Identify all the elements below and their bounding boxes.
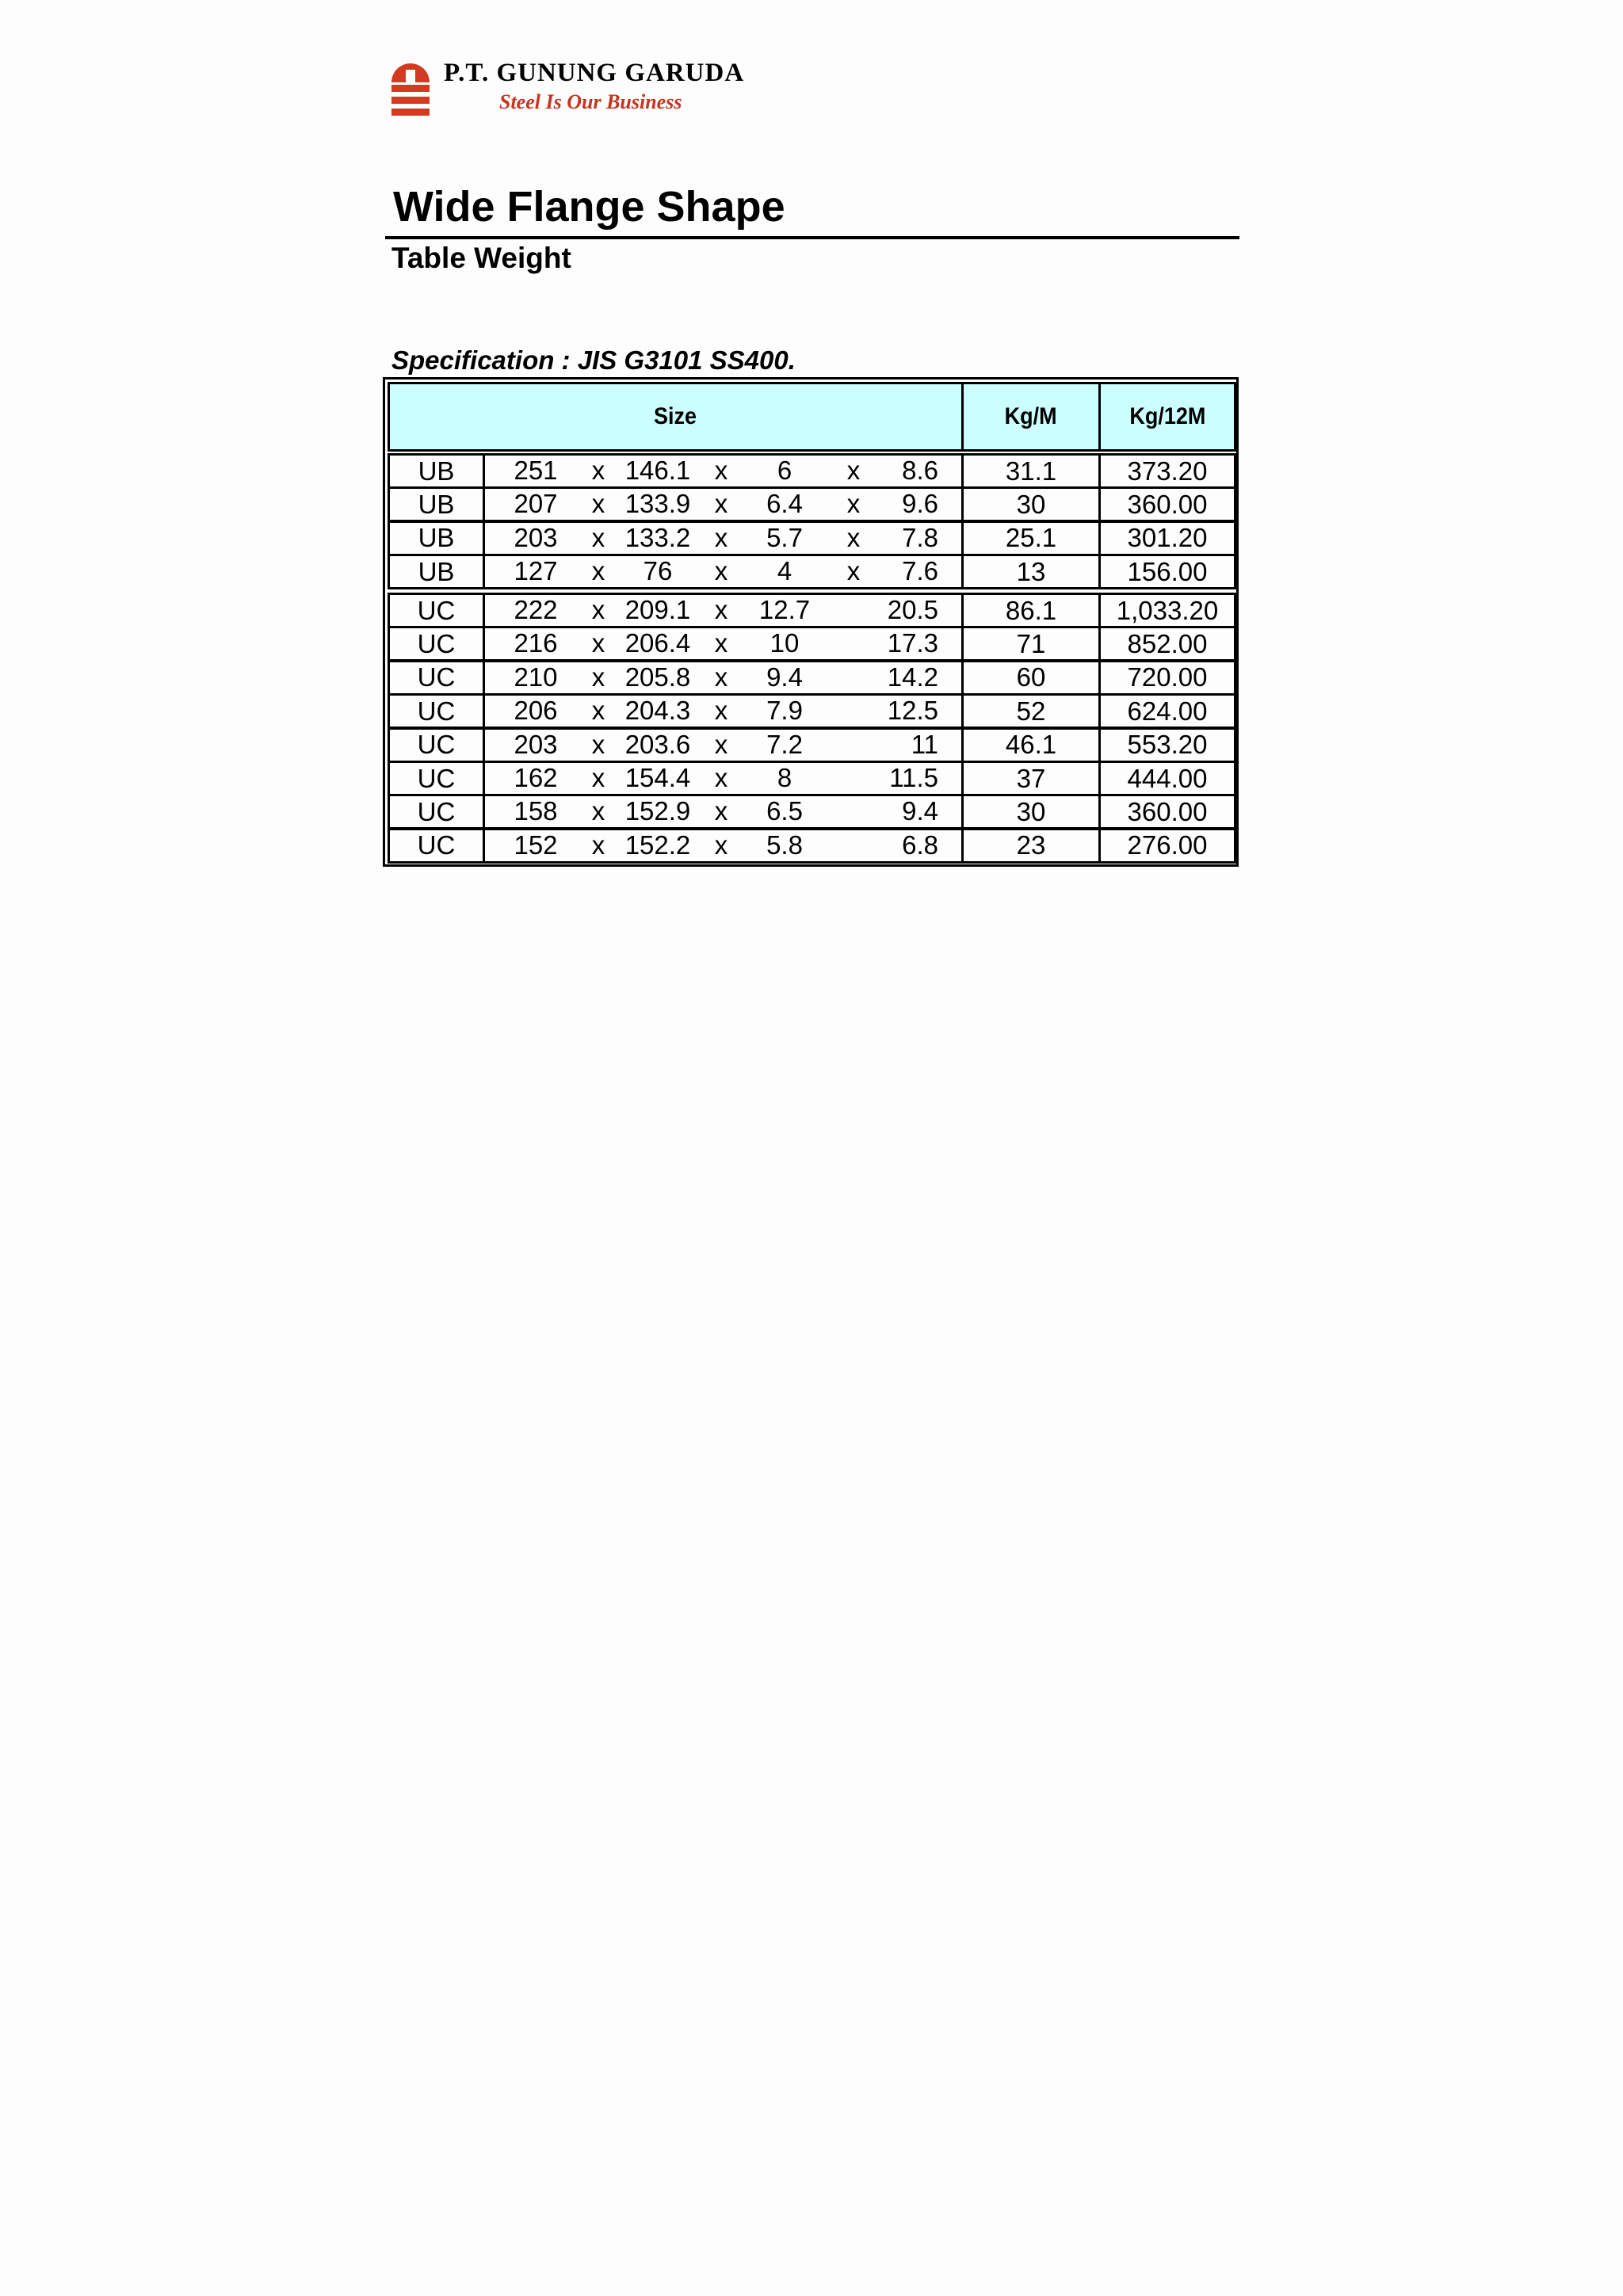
size-x-value: x bbox=[714, 595, 728, 624]
size-d-value: 206 bbox=[514, 696, 558, 726]
cell-kg-12m: 852.00 bbox=[1098, 626, 1236, 662]
cell-kg-m: 30 bbox=[961, 794, 1101, 830]
cell-type: UC bbox=[388, 761, 485, 796]
size-d-value: 203 bbox=[514, 729, 558, 759]
size-tf-value: 7.8 bbox=[902, 522, 938, 552]
cell-kg-m: 25.1 bbox=[961, 521, 1101, 556]
size-x-value: x bbox=[714, 763, 728, 792]
size-tw-value: 8 bbox=[777, 763, 792, 792]
size-x-value: x bbox=[714, 729, 728, 759]
cell-kg-12m: 1,033.20 bbox=[1098, 593, 1236, 628]
size-b-value: 206.4 bbox=[624, 628, 691, 658]
cell-type: UC bbox=[388, 828, 485, 864]
size-x-value: x bbox=[591, 729, 605, 759]
size-tw-value: 9.4 bbox=[766, 662, 803, 692]
cell-kg-12m: 156.00 bbox=[1098, 554, 1236, 589]
size-d-value: 207 bbox=[514, 489, 558, 519]
size-x-value: x bbox=[591, 830, 605, 860]
size-x-value: x bbox=[591, 796, 605, 826]
cell-kg-m: 86.1 bbox=[961, 593, 1101, 628]
cell-kg-12m: 360.00 bbox=[1098, 486, 1236, 522]
size-d-value: 152 bbox=[514, 830, 558, 860]
size-tw-value: 7.9 bbox=[766, 696, 803, 726]
size-x-value: x bbox=[714, 696, 728, 726]
page-title: Wide Flange Shape bbox=[393, 183, 785, 231]
size-x-value: x bbox=[714, 489, 728, 519]
cell-kg-m: 30 bbox=[961, 486, 1101, 522]
size-x-value: x bbox=[846, 489, 861, 519]
size-d-value: 127 bbox=[514, 556, 558, 586]
size-tf-value: 8.6 bbox=[902, 456, 938, 485]
size-x-value: x bbox=[714, 628, 728, 658]
size-x-value: x bbox=[714, 662, 728, 692]
cell-kg-12m: 360.00 bbox=[1098, 794, 1236, 830]
size-x-value: x bbox=[714, 522, 728, 552]
size-x-value: x bbox=[591, 628, 605, 658]
size-x-value: x bbox=[846, 556, 861, 586]
size-d-value: 210 bbox=[514, 662, 558, 692]
header-label: Size bbox=[654, 403, 697, 429]
cell-kg-12m: 444.00 bbox=[1098, 761, 1236, 796]
cell-kg-12m: 624.00 bbox=[1098, 693, 1236, 729]
size-d-value: 203 bbox=[514, 522, 558, 552]
cell-type: UB bbox=[388, 554, 485, 589]
size-x-value: x bbox=[714, 796, 728, 826]
size-b-value: 204.3 bbox=[624, 696, 691, 726]
cell-type: UC bbox=[388, 593, 485, 628]
size-tw-value: 6.5 bbox=[766, 796, 803, 826]
size-tf-value: 11.5 bbox=[889, 763, 938, 792]
size-x-value: x bbox=[591, 489, 605, 519]
cell-kg-12m: 553.20 bbox=[1098, 727, 1236, 763]
size-x-value: x bbox=[714, 456, 728, 485]
header-label: Kg/12M bbox=[1128, 403, 1206, 429]
size-tf-value: 20.5 bbox=[887, 595, 938, 624]
size-tw-value: 7.2 bbox=[766, 729, 803, 759]
cell-kg-m: 71 bbox=[961, 626, 1101, 662]
cell-kg-m: 46.1 bbox=[961, 727, 1101, 763]
size-x-value: x bbox=[591, 696, 605, 726]
size-d-value: 162 bbox=[514, 763, 558, 792]
size-tf-value: 12.5 bbox=[887, 696, 938, 726]
size-x-value: x bbox=[591, 763, 605, 792]
size-x-value: x bbox=[591, 522, 605, 552]
specification-label: Specification : JIS G3101 SS400. bbox=[391, 345, 796, 375]
size-x-value: x bbox=[591, 662, 605, 692]
size-tw-value: 12.7 bbox=[758, 595, 811, 624]
cell-type: UB bbox=[388, 521, 485, 556]
header-kg-12m bbox=[1098, 382, 1236, 452]
size-b-value: 133.2 bbox=[624, 522, 691, 552]
size-tf-value: 14.2 bbox=[887, 662, 938, 692]
size-d-value: 222 bbox=[514, 595, 558, 624]
size-b-value: 146.1 bbox=[624, 456, 691, 485]
size-b-value: 209.1 bbox=[624, 595, 691, 624]
cell-kg-m: 60 bbox=[961, 660, 1101, 696]
company-name: P.T. GUNUNG GARUDA bbox=[444, 59, 745, 87]
garuda-logo-icon bbox=[388, 59, 433, 119]
header-kg-m bbox=[961, 382, 1101, 452]
title-divider bbox=[385, 236, 1239, 239]
size-tw-value: 5.7 bbox=[766, 522, 803, 552]
size-b-value: 76 bbox=[643, 556, 673, 586]
cell-kg-m: 13 bbox=[961, 554, 1101, 589]
cell-kg-m: 23 bbox=[961, 828, 1101, 864]
size-x-value: x bbox=[846, 456, 861, 485]
cell-kg-m: 52 bbox=[961, 693, 1101, 729]
cell-type: UB bbox=[388, 486, 485, 522]
cell-type: UC bbox=[388, 794, 485, 830]
size-b-value: 152.2 bbox=[624, 830, 691, 860]
cell-kg-12m: 301.20 bbox=[1098, 521, 1236, 556]
size-x-value: x bbox=[591, 556, 605, 586]
header-label: Kg/M bbox=[1004, 403, 1057, 429]
size-x-value: x bbox=[714, 556, 728, 586]
size-d-value: 158 bbox=[514, 796, 558, 826]
size-d-value: 216 bbox=[514, 628, 558, 658]
size-b-value: 154.4 bbox=[624, 763, 691, 792]
size-tw-value: 6 bbox=[777, 456, 792, 485]
size-tf-value: 11 bbox=[911, 729, 938, 759]
size-tw-value: 4 bbox=[777, 556, 792, 586]
size-x-value: x bbox=[591, 456, 605, 485]
company-tagline: Steel Is Our Business bbox=[499, 90, 682, 113]
size-b-value: 152.9 bbox=[624, 796, 691, 826]
size-tf-value: 7.6 bbox=[902, 556, 938, 586]
cell-kg-12m: 720.00 bbox=[1098, 660, 1236, 696]
size-x-value: x bbox=[591, 595, 605, 624]
size-tw-value: 10 bbox=[769, 628, 800, 658]
cell-type: UC bbox=[388, 693, 485, 729]
cell-kg-m: 37 bbox=[961, 761, 1101, 796]
size-x-value: x bbox=[846, 522, 861, 552]
size-tf-value: 9.6 bbox=[902, 489, 938, 519]
size-tf-value: 9.4 bbox=[902, 796, 938, 826]
cell-type: UC bbox=[388, 626, 485, 662]
size-tw-value: 5.8 bbox=[766, 830, 803, 860]
page-subtitle: Table Weight bbox=[391, 242, 571, 274]
size-b-value: 203.6 bbox=[624, 729, 691, 759]
header-size bbox=[388, 382, 964, 452]
cell-type: UB bbox=[388, 453, 485, 489]
cell-kg-m: 31.1 bbox=[961, 453, 1101, 489]
cell-type: UC bbox=[388, 727, 485, 763]
cell-type: UC bbox=[388, 660, 485, 696]
size-tf-value: 17.3 bbox=[887, 628, 938, 658]
cell-kg-12m: 373.20 bbox=[1098, 453, 1236, 489]
size-d-value: 251 bbox=[514, 456, 558, 485]
size-tw-value: 6.4 bbox=[766, 489, 803, 519]
size-b-value: 205.8 bbox=[624, 662, 691, 692]
company-logo bbox=[388, 57, 785, 120]
cell-kg-12m: 276.00 bbox=[1098, 828, 1236, 864]
size-tf-value: 6.8 bbox=[902, 830, 938, 860]
size-b-value: 133.9 bbox=[624, 489, 691, 519]
size-x-value: x bbox=[714, 830, 728, 860]
